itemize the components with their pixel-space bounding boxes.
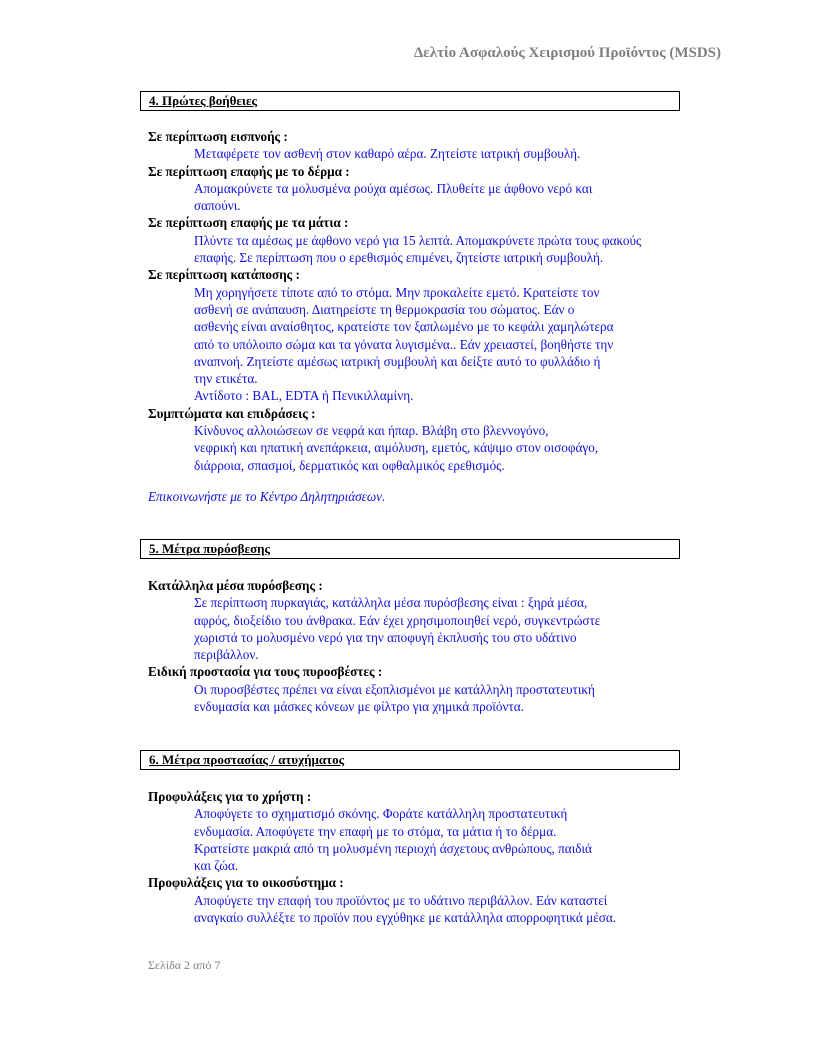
page-number: Σελίδα 2 από 7	[148, 958, 221, 972]
text-line: Αποφύγετε το σχηματισμό σκόνης. Φοράτε κατάλληλη προστατευτική	[194, 806, 568, 822]
text-line: αναγκαίο συλλέξτε το προϊόν που εγχύθηκε με κατάλληλα απορροφητικά μέσα.	[194, 910, 617, 926]
text-line: από το υπόλοιπο σώμα και τα γόνατα λυγισμένα.. Εάν χρειαστεί, βοηθήστε την	[194, 336, 614, 352]
user-precautions-heading: Προφυλάξεις για το χρήστη :	[148, 789, 312, 804]
text-line: ασθενής είναι αναίσθητος, κρατείστε τον ξαπλωμένο με το κεφάλι χαμηλώτερα	[194, 319, 614, 335]
skin-contact-heading: Σε περίπτωση επαφής με το δέρμα :	[148, 163, 350, 179]
text-line: χωριστά το μολυσμένο νερό για την αποφυγή έκπλυσής του στο υδάτινο	[194, 629, 577, 645]
ecosystem-precautions-text	[148, 892, 728, 927]
user-precautions-text	[148, 805, 728, 874]
section-5-title: 5. Μέτρα πυρόσβεσης	[140, 539, 680, 559]
text-line: ενδυμασία και μάσκες κόνεων με φίλτρο για χημικά προϊόντα.	[194, 699, 524, 715]
text-line: αναπνοή. Ζητείστε αμέσως ιατρική συμβουλή και δείξτε αυτό το φυλλάδιο ή	[194, 353, 601, 369]
text-line: σαπούνι.	[194, 198, 241, 214]
text-line: Απομακρύνετε τα μολυσμένα ρούχα αμέσως. Πλυθείτε με άφθονο νερό και	[194, 180, 593, 196]
text-line: περιβάλλον.	[194, 647, 259, 663]
symptoms-heading: Συμπτώματα και επιδράσεις :	[148, 405, 316, 421]
text-line: Οι πυροσβέστες πρέπει να είναι εξοπλισμένοι με κατάλληλη προστατευτική	[194, 681, 595, 697]
ecosystem-precautions-heading: Προφυλάξεις για το οικοσύστημα :	[148, 875, 344, 891]
firefighter-protection-heading: Ειδική προστασία για τους πυροσβέστες :	[148, 664, 383, 680]
text-line: νεφρική και ηπατική ανεπάρκεια, αιμόλυση, εμετός, κάψιμο στον οισοφάγο,	[194, 440, 599, 456]
poison-center-note: Επικοινωνήστε με το Κέντρο Δηλητηριάσεων.	[148, 489, 386, 504]
section-4-header	[140, 91, 680, 111]
text-line: την ετικέτα.	[194, 371, 258, 387]
section-6-header	[140, 750, 680, 770]
text-line: αφρός, διοξείδιο του άνθρακα. Εάν έχει χρησιμοποιηθεί νερό, συγκεντρώστε	[194, 612, 601, 628]
extinguishing-media-heading: Κατάλληλα μέσα πυρόσβεσης :	[148, 578, 323, 593]
section-5-content	[148, 577, 728, 715]
inhalation-text	[148, 145, 728, 162]
text-line: Κίνδυνος αλλοιώσεων σε νεφρά και ήπαρ. Βλάβη στο βλεννογόνο,	[194, 423, 549, 439]
eye-contact-text	[148, 232, 728, 267]
eye-contact-heading: Σε περίπτωση επαφής με τα μάτια :	[148, 215, 349, 231]
text-line: επαφής. Σε περίπτωση που ο ερεθισμός επιμένει, ζητείστε ιατρική συμβουλή.	[194, 250, 604, 266]
section-6-title: 6. Μέτρα προστασίας / ατυχήματος	[140, 750, 680, 770]
section-4-title: 4. Πρώτες βοήθειες	[140, 91, 680, 111]
text-line: και ζώα.	[194, 858, 239, 874]
ingestion-heading: Σε περίπτωση κατάποσης :	[148, 267, 300, 283]
text-line: ενδυμασία. Αποφύγετε την επαφή με το στόμα, τα μάτια ή το δέρμα.	[194, 823, 557, 839]
antidote-line: Αντίδοτο : BAL, EDTA ή Πενικιλλαμίνη.	[194, 388, 414, 404]
text-line: Μεταφέρετε τον ασθενή στον καθαρό αέρα. Ζητείστε ιατρική συμβουλή.	[194, 146, 581, 162]
section-4-content	[148, 128, 728, 474]
text-line: διάρροια, σπασμοί, δερματικός και οφθαλμικός ερεθισμός.	[194, 457, 505, 473]
skin-contact-text	[148, 180, 728, 215]
text-line: ασθενή σε ανάπαυση. Διατηρείστε τη θερμοκρασία του σώματος. Εάν ο	[194, 301, 575, 317]
text-line: Αποφύγετε την επαφή του προϊόντος με το υδάτινο περιβάλλον. Εάν καταστεί	[194, 892, 608, 908]
ingestion-text	[148, 284, 728, 405]
section-5-header	[140, 539, 680, 559]
text-line: Πλύντε τα αμέσως με άφθονο νερό για 15 λεπτά. Απομακρύνετε πρώτα τους φακούς	[194, 232, 642, 248]
text-line: Μη χορηγήσετε τίποτε από το στόμα. Μην προκαλείτε εμετό. Κρατείστε τον	[194, 284, 600, 300]
text-line: Σε περίπτωση πυρκαγιάς, κατάλληλα μέσα πυρόσβεσης είναι : ξηρά μέσα,	[194, 595, 588, 611]
section-6-content	[148, 788, 728, 926]
symptoms-text	[148, 422, 728, 474]
inhalation-heading: Σε περίπτωση εισπνοής :	[148, 129, 288, 144]
document-header-title: Δελτίο Ασφαλούς Χειρισμού Προϊόντος (MSDS)	[413, 45, 721, 61]
text-line: Κρατείστε μακριά από τη μολυσμένη περιοχή άσχετους ανθρώπους, παιδιά	[194, 840, 592, 856]
extinguishing-media-text	[148, 594, 728, 663]
firefighter-protection-text	[148, 681, 728, 716]
